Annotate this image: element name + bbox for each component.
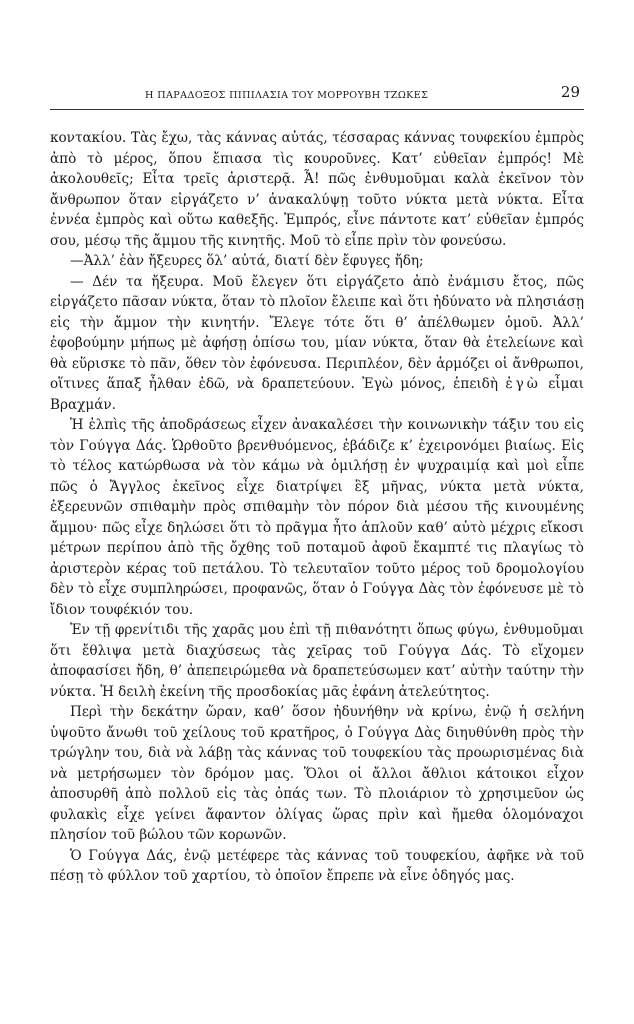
page-body — [50, 128, 584, 887]
paragraph-3 — [50, 272, 584, 416]
paragraph-3-text: — Δέν τα ἤξευρα. Μοῦ ἔλεγεν ὅτι εἰργάζετο ἀπὸ ἐνάμισυ ἔτος, πῶς εἰργάζετο πᾶσαν νύκτα, ὅταν τὸ πλοῖον ἔλειπε καὶ ὅτι ἠδύνατο νὰ πλησιάσῃ εἰς τὴν ἄμμον τὴν κινητήν. Ἔλεγε τότε ὅτι θ’ ἀπέλθωμεν ὁμοῦ. Ἀλλ’ ἐφοβούμην μήπως μὲ ἀφήσῃ ὀπίσω του, μίαν νύκτα, ὅταν θὰ ἐτελείωνε καὶ θὰ εὕρισκε τὸ πᾶν, ὅθεν τὸν ἐφόνευσα. Περιπλέον, δὲν ἁρμόζει οἱ ἄνθρωποι, οἵτινες ἅπαξ ἦλθαν ἐδῶ, νὰ δραπετεύουν. Ἐγὼ μόνος, ἐπειδὴ — [50, 273, 584, 392]
running-title: Η ΠΑΡΑΔΟΞΟΣ ΠΙΠΙΛΑΣΙΑ ΤΟΥ ΜΟΡΡΟΥΒΗ ΤΖΩΚΕΣ — [145, 90, 429, 101]
paragraph-2: —Ἀλλ’ ἐὰν ἤξευρες ὅλ’ αὐτά, διατί δὲν ἔφυγες ἤδη; — [70, 253, 424, 269]
paragraph-3-text-after: εἶμαι Βραχμάν. — [50, 376, 584, 413]
running-head — [50, 83, 584, 110]
paragraph-6: Περὶ τὴν δεκάτην ὥραν, καθ’ ὅσον ἠδυνήθην νὰ κρίνω, ἐνῷ ἡ σελήνη ὑψοῦτο ἄνωθι τοῦ χείλους τοῦ κρατῆρος, ὁ Γούγγα Δὰς διηυθύνθη πρὸς τὴν τρώγλην του, διὰ νὰ λάβῃ τὰς κάννας τοῦ τουφεκίου τὰς προωρισμένας διὰ νὰ μετρήσωμεν τὸν δρόμον μας. Ὅλοι οἱ ἄλλοι ἄθλιοι κάτοικοι εἶχον ἀποσυρθῆ ἀπὸ πολλοῦ εἰς τὰς ὀπάς των. Τὸ πλοιάριον τὸ χρησιμεῦον ὡς φυλακὶς εἶχε γείνει ἄφαντον ὀλίγας ὥρας πρὶν καὶ ἤμεθα ὁλομόναχοι πλησίον τοῦ βώλου τῶν κορωνῶν. — [50, 704, 584, 843]
paragraph-7: Ὁ Γούγγα Δάς, ἐνῷ μετέφερε τὰς κάννας τοῦ τουφεκίου, ἀφῆκε νὰ τοῦ πέσῃ τὸ φύλλον τοῦ χαρτίου, τὸ ὁποῖον ἔπρεπε νὰ εἶνε ὁδηγός μας. — [50, 847, 584, 884]
paragraph-4: Ἡ ἐλπὶς τῆς ἀποδράσεως εἶχεν ἀνακαλέσει τὴν κοινωνικὴν τάξιν του εἰς τὸν Γούγγα Δάς. Ὡρθοῦτο βρενθυόμενος, ἐβάδιζε κ’ ἐχειρονόμει βιαίως. Εἰς τὸ τέλος κατώρθωσα νὰ τὸν κάμω νὰ ὁμιλήσῃ ἐν ψυχραιμίᾳ καὶ μοὶ εἶπε πῶς ὁ Ἄγγλος ἐκεῖνος εἶχε διατρίψει ἓξ μῆνας, νύκτα μετὰ νύκτα, ἐξερευνῶν σπιθαμὴν πρὸς σπιθαμὴν τὸν πόρον διὰ μέσου τῆς κινουμένης ἄμμου· πῶς εἶχε δηλώσει ὅτι τὸ πρᾶγμα ἦτο ἁπλοῦν καθ’ αὐτὸ μέχρις εἴκοσι μέτρων περίπου ἀπὸ τῆς ὄχθης τοῦ ποταμοῦ ἀφοῦ ἔκαμπτέ τις πλαγίως τὸ ἀριστερὸν κέρας τοῦ πετάλου. Τὸ τελευταῖον τοῦτο μέρος τοῦ δρομολογίου δὲν τὸ εἶχε συμπληρώσει, προφανῶς, ὅταν ὁ Γούγγα Δὰς τὸν ἐφόνευσε μὲ τὸ ἴδιον τουφέκιόν του. — [50, 417, 584, 618]
paragraph-1: κοντακίου. Τὰς ἔχω, τὰς κάννας αὐτάς, τέσσαρας κάννας τουφεκίου ἐμπρὸς ἀπὸ τὸ μέρος, ὅπου ἔπιασα τὶς κουροῦνες. Κατ’ εὐθεῖαν ἐμπρός! Μὲ ἀκολουθεῖς; Εἶτα τρεῖς ἀριστερᾷ. Ἆ! πῶς ἐνθυμοῦμαι καλὰ ἐκεῖνον τὸν ἄνθρωπον ὅταν εἰργάζετο ν’ ἀνακαλύψῃ τοῦτο νύκτα μετὰ νύκτα. Εἶτα ἐννέα ἐμπρὸς καὶ οὕτω καθεξῆς. Ἐμπρός, εἶνε πάντοτε κατ’ εὐθεῖαν ἐμπρός σου, μέσῳ τῆς ἄμμου τῆς κινητῆς. Μοῦ τὸ εἶπε πρὶν τὸν φονεύσω. — [50, 130, 584, 249]
page-number: 29 — [560, 83, 580, 101]
paragraph-5: Ἐν τῇ φρενίτιδι τῆς χαρᾶς μου ἐπὶ τῇ πιθανότητι ὅπως φύγω, ἐνθυμοῦμαι ὅτι ἔθλιψα μετὰ διαχύσεως τὰς χεῖρας τοῦ Γούγγα Δάς. Τὸ εἴχομεν ἀποφασίσει ἤδη, θ’ ἀπεπειρώμεθα νὰ δραπετεύσωμεν κατ’ αὐτὴν ταύτην τὴν νύκτα. Ἡ δειλὴ ἐκείνη τῆς προσδοκίας μᾶς ἐφάνη ἀτελεύτητος. — [50, 622, 584, 700]
emphasized-word: ἐγὼ — [505, 376, 541, 392]
